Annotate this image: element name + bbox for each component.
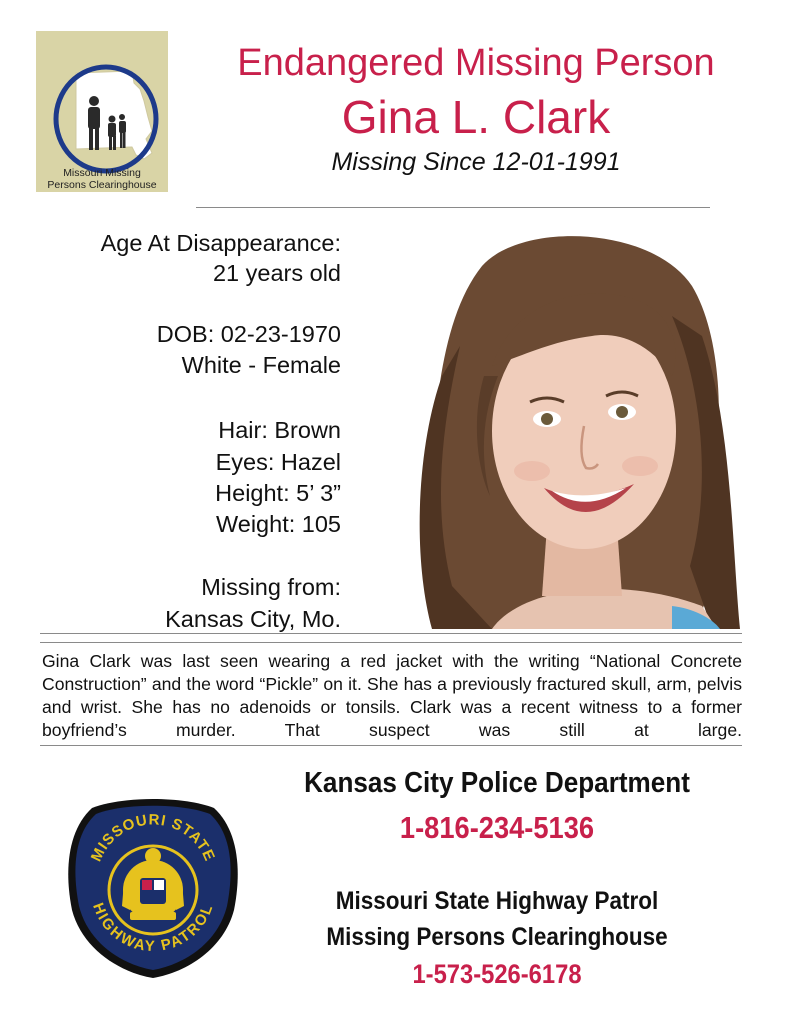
portrait-photo-icon: [372, 226, 748, 629]
dob: DOB: 02-23-1970: [156, 321, 341, 347]
divider: [40, 642, 742, 643]
missing-from-value: Kansas City, Mo.: [165, 606, 341, 632]
poster-title: Endangered Missing Person: [237, 42, 715, 84]
highway-patrol-name: Missouri State Highway Patrol: [335, 887, 659, 915]
highway-patrol-phone: 1-573-526-6178: [412, 959, 582, 989]
race-sex: White - Female: [181, 352, 341, 378]
age-value: 21 years old: [212, 260, 341, 286]
hair: Hair: Brown: [218, 417, 341, 443]
logo-caption-line2: Persons Clearinghouse: [47, 179, 157, 191]
badge-top-text: MISSOURI STATE: [87, 811, 219, 865]
weight: Weight: 105: [216, 511, 341, 537]
logo-caption: [36, 167, 168, 191]
person-name: Gina L. Clark: [341, 91, 611, 143]
divider: [40, 745, 742, 746]
highway-patrol-badge: [62, 790, 244, 980]
description: [42, 650, 742, 742]
age-label: Age At Disappearance:: [100, 230, 341, 256]
logo-caption-line1: Missouri Missing: [63, 167, 141, 179]
missing-from-label: Missing from:: [201, 574, 341, 600]
eyes: Eyes: Hazel: [215, 449, 341, 475]
description-text: Gina Clark was last seen wearing a red jacket with the writing “National Concrete Construction” and the word “Pickle” on it. She has a previously fractured skull, arm, pelvis and wrist. She has no adenoids or tonsils. Clark was a recent witness to a former boyfriend’s murder. That suspect was still at large.: [42, 651, 742, 740]
clearinghouse-logo: [36, 31, 168, 192]
divider: [40, 633, 742, 634]
badge-bottom-text: HIGHWAY PATROL: [89, 900, 217, 956]
highway-patrol-badge-icon: [62, 790, 244, 980]
missing-since: Missing Since 12-01-1991: [331, 148, 621, 176]
height: Height: 5’ 3”: [215, 480, 341, 506]
divider: [196, 207, 710, 208]
portrait-photo: [372, 226, 748, 629]
kcpd-name: Kansas City Police Department: [304, 767, 690, 799]
clearinghouse-name: Missing Persons Clearinghouse: [326, 923, 668, 951]
kcpd-phone: 1-816-234-5136: [399, 810, 595, 845]
